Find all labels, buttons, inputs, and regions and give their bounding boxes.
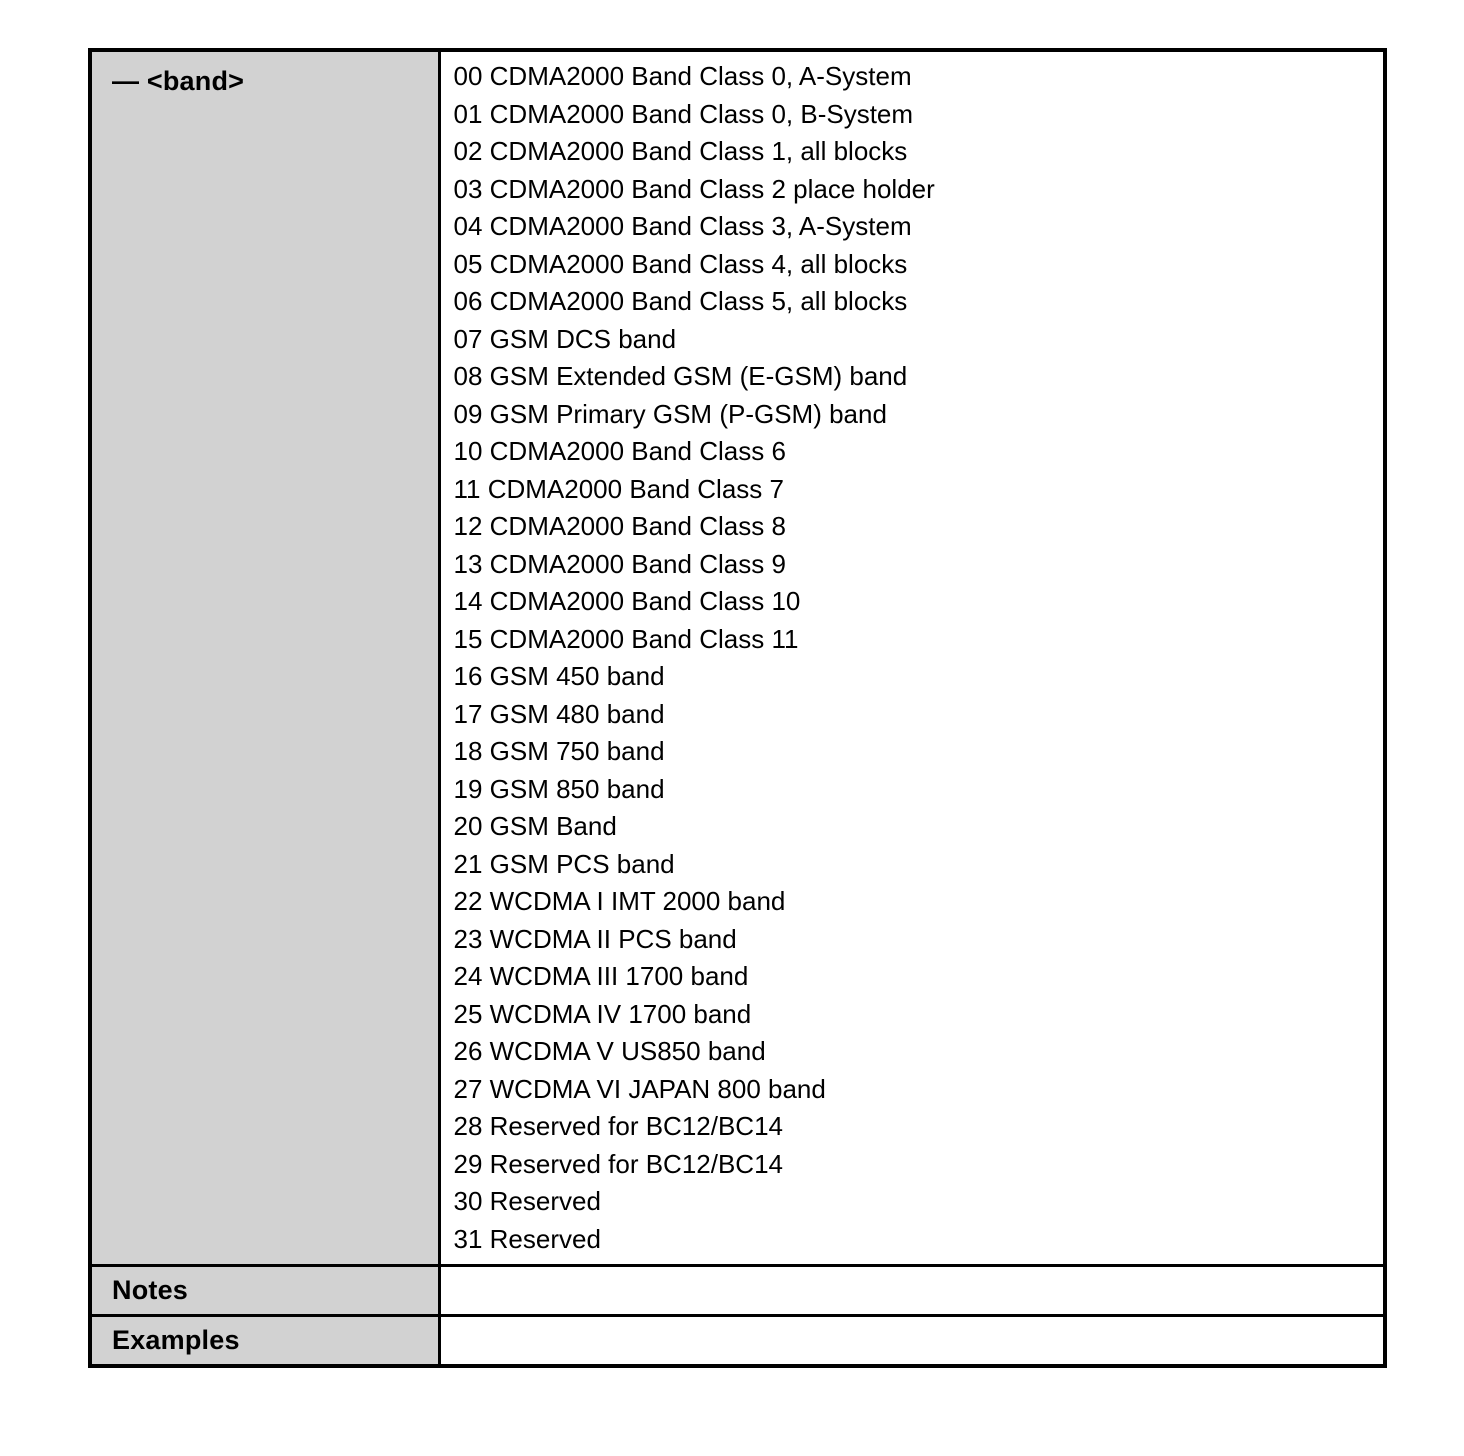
examples-row (90, 1316, 1385, 1366)
band-option: 20 GSM Band (453, 811, 617, 841)
band-option: 12 CDMA2000 Band Class 8 (453, 511, 786, 541)
band-option: 10 CDMA2000 Band Class 6 (453, 436, 786, 466)
band-row (90, 50, 1385, 1266)
band-option: 07 GSM DCS band (453, 323, 677, 354)
band-option: 00 CDMA2000 Band Class 0, A-System (453, 61, 912, 91)
band-option: 04 CDMA2000 Band Class 3, A-System (453, 211, 912, 241)
examples-value-cell (439, 1316, 1385, 1366)
band-option: 24 WCDMA III 1700 band (453, 961, 749, 991)
notes-row (90, 1266, 1385, 1316)
band-label-cell (90, 50, 439, 1266)
band-option: 28 Reserved for BC12/BC14 (453, 1111, 784, 1141)
band-option: 05 CDMA2000 Band Class 4, all blocks (453, 248, 908, 279)
band-option: 19 GSM 850 band (453, 773, 665, 804)
band-option: 02 CDMA2000 Band Class 1, all blocks (453, 136, 908, 166)
band-option: 30 Reserved (453, 1186, 601, 1216)
band-option: 11 CDMA2000 Band Class 7 (453, 473, 784, 504)
band-option: 03 CDMA2000 Band Class 2 place holder (453, 173, 935, 204)
band-option: 14 CDMA2000 Band Class 10 (453, 586, 801, 616)
band-option: 18 GSM 750 band (453, 736, 665, 766)
parameter-table (88, 48, 1387, 1368)
band-option: 31 Reserved (453, 1223, 601, 1254)
band-option: 21 GSM PCS band (453, 848, 675, 879)
notes-value-cell (439, 1266, 1385, 1316)
band-option: 13 CDMA2000 Band Class 9 (453, 548, 786, 579)
band-option: 06 CDMA2000 Band Class 5, all blocks (453, 286, 908, 316)
band-option: 17 GSM 480 band (453, 698, 665, 729)
band-option: 01 CDMA2000 Band Class 0, B-System (453, 98, 914, 129)
notes-label: Notes (112, 1275, 189, 1305)
band-option: 26 WCDMA V US850 band (453, 1036, 766, 1066)
band-option: 09 GSM Primary GSM (P-GSM) band (453, 398, 887, 429)
examples-label: Examples (112, 1324, 240, 1355)
examples-label-cell (90, 1316, 439, 1366)
band-option: 29 Reserved for BC12/BC14 (453, 1148, 784, 1179)
band-values-cell (439, 50, 1385, 1266)
band-option: 27 WCDMA VI JAPAN 800 band (453, 1073, 826, 1104)
band-option: 25 WCDMA IV 1700 band (453, 998, 752, 1029)
band-option: 23 WCDMA II PCS band (453, 923, 737, 954)
band-option: 15 CDMA2000 Band Class 11 (453, 623, 799, 654)
band-option: 16 GSM 450 band (453, 661, 665, 691)
band-option: 08 GSM Extended GSM (E-GSM) band (453, 361, 908, 391)
band-label: — <band> (112, 66, 245, 96)
notes-label-cell (90, 1266, 439, 1316)
band-option: 22 WCDMA I IMT 2000 band (453, 886, 786, 916)
